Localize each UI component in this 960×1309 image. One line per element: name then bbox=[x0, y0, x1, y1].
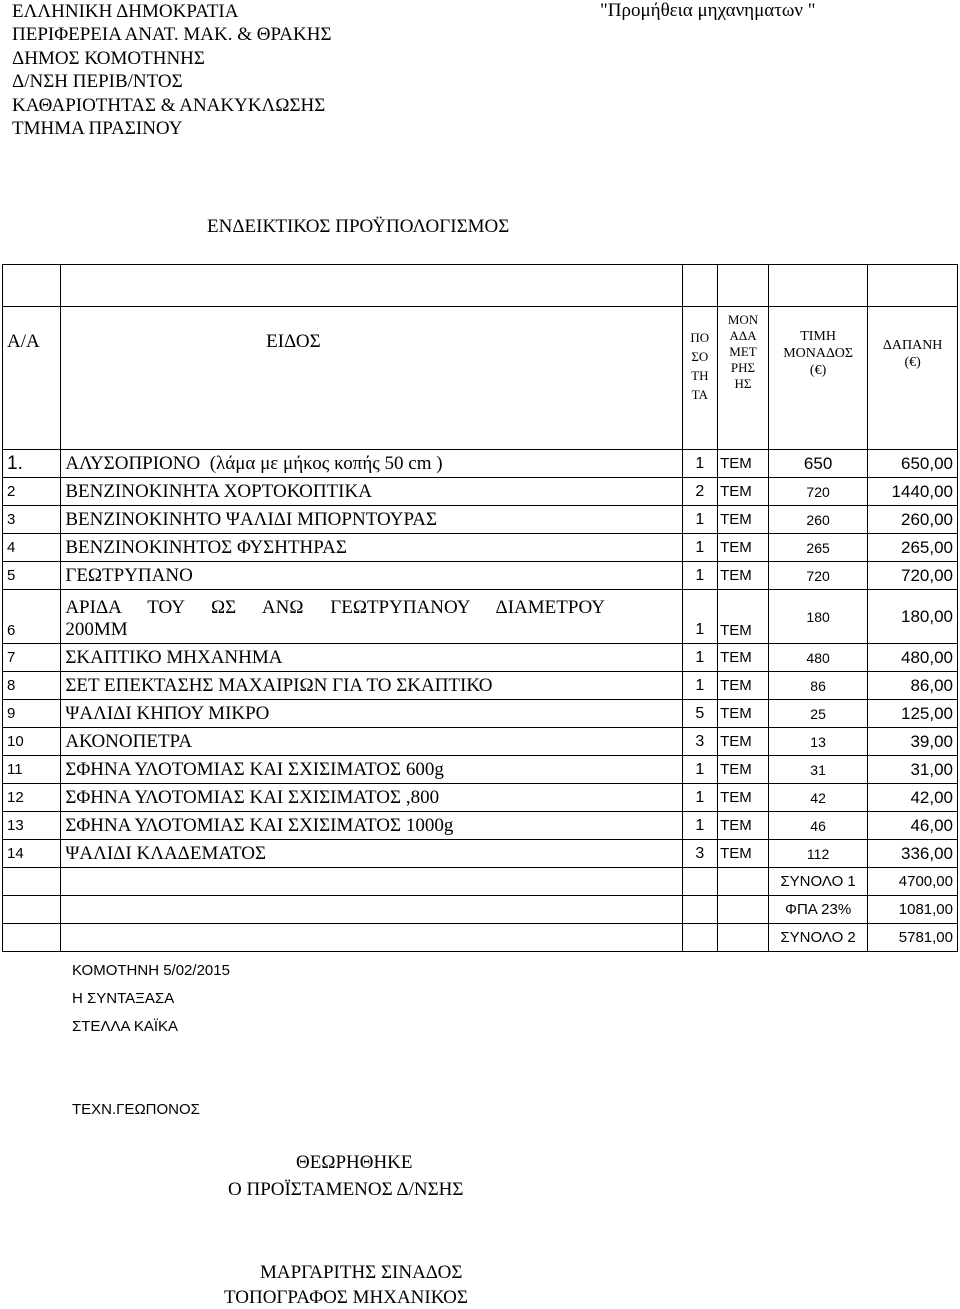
col-header-unit-part: ΜΕΤ bbox=[729, 344, 757, 359]
row-aa: 13 bbox=[3, 812, 61, 840]
row-total: 31,00 bbox=[868, 756, 958, 784]
summary-label: ΣΥΝΟΛΟ 2 bbox=[768, 924, 867, 952]
row-aa: 1. bbox=[3, 450, 61, 478]
row-item-line: 200ΜΜ bbox=[65, 618, 128, 640]
row-item: ΣΚΑΠΤΙΚΟ ΜΗΧΑΝΗΜΑ bbox=[61, 644, 682, 672]
table-row bbox=[3, 478, 958, 506]
header-line: ΔΗΜΟΣ ΚΟΜΟΤΗΝΗΣ bbox=[12, 47, 205, 69]
row-price: 31 bbox=[768, 756, 867, 784]
table-row bbox=[3, 812, 958, 840]
row-price: 42 bbox=[768, 784, 867, 812]
table-row bbox=[3, 672, 958, 700]
row-price: 86 bbox=[768, 672, 867, 700]
document-title: ΕΝΔΕΙΚΤΙΚΟΣ ΠΡΟΫΠΟΛΟΓΙΣΜΟΣ bbox=[207, 216, 510, 237]
table-row bbox=[3, 534, 958, 562]
col-header-total bbox=[868, 307, 958, 450]
row-qty: 3 bbox=[682, 840, 718, 868]
table-spacer-row bbox=[3, 265, 958, 307]
row-aa: 14 bbox=[3, 840, 61, 868]
row-price: 46 bbox=[768, 812, 867, 840]
row-price: 180 bbox=[768, 590, 867, 644]
approver-title: ΤΟΠΟΓΡΑΦΟΣ ΜΗΧΑΝΙΚΟΣ bbox=[224, 1287, 468, 1308]
row-item: ΒΕΝΖΙΝΟΚΙΝΗΤΑ ΧΟΡΤΟΚΟΠΤΙΚΑ bbox=[61, 478, 682, 506]
col-header-qty-part: ΣΟ bbox=[691, 349, 709, 364]
row-aa: 3 bbox=[3, 506, 61, 534]
table-row bbox=[3, 840, 958, 868]
row-qty: 1 bbox=[682, 534, 718, 562]
row-item: ΑΚΟΝΟΠΕΤΡΑ bbox=[61, 728, 682, 756]
row-unit: ΤΕΜ bbox=[718, 756, 769, 784]
row-item: ΓΕΩΤΡΥΠΑΝΟ bbox=[61, 562, 682, 590]
header-line: Δ/ΝΣΗ ΠΕΡΙΒ/ΝΤΟΣ bbox=[12, 71, 183, 93]
row-unit: ΤΕΜ bbox=[718, 700, 769, 728]
row-price: 265 bbox=[768, 534, 867, 562]
col-header-unit-part: ΑΔΑ bbox=[729, 328, 757, 343]
row-total: 46,00 bbox=[868, 812, 958, 840]
col-header-price-part: ΜΟΝΑΔΟΣ bbox=[783, 346, 853, 361]
row-aa: 11 bbox=[3, 756, 61, 784]
col-header-total-part: (€) bbox=[904, 355, 921, 370]
row-price: 13 bbox=[768, 728, 867, 756]
summary-label: ΦΠΑ 23% bbox=[768, 896, 867, 924]
col-header-price-part: (€) bbox=[809, 363, 827, 378]
row-unit: ΤΕΜ bbox=[718, 450, 769, 478]
summary-label: ΣΥΝΟΛΟ 1 bbox=[768, 868, 867, 896]
table-row bbox=[3, 644, 958, 672]
row-qty: 5 bbox=[682, 700, 718, 728]
row-unit: ΤΕΜ bbox=[718, 534, 769, 562]
row-item: ΣΦΗΝΑ ΥΛΟΤΟΜΙΑΣ ΚΑΙ ΣΧΙΣΙΜΑΤΟΣ ,800 bbox=[61, 784, 682, 812]
row-item-line: ΑΡΙΔΑ ΤΟΥ ΩΣ ΑΝΩ ΓΕΩΤΡΥΠΑΝΟΥ ΔΙΑΜΕΤΡΟΥ bbox=[65, 596, 605, 618]
row-unit: ΤΕΜ bbox=[718, 784, 769, 812]
row-unit: ΤΕΜ bbox=[718, 840, 769, 868]
row-aa: 2 bbox=[3, 478, 61, 506]
header-line: ΠΕΡΙΦΕΡΕΙΑ ΑΝΑΤ. ΜΑΚ. & ΘΡΑΚΗΣ bbox=[12, 24, 332, 46]
authority-header bbox=[12, 0, 332, 140]
row-price: 720 bbox=[768, 562, 867, 590]
row-qty: 1 bbox=[682, 672, 718, 700]
author-title: ΤΕΧΝ.ΓΕΩΠΟΝΟΣ bbox=[72, 1101, 200, 1118]
row-item: ΒΕΝΖΙΝΟΚΙΝΗΤΟ ΨΑΛΙΔΙ ΜΠΟΡΝΤΟΥΡΑΣ bbox=[61, 506, 682, 534]
row-total: 480,00 bbox=[868, 644, 958, 672]
row-aa: 12 bbox=[3, 784, 61, 812]
row-aa: 10 bbox=[3, 728, 61, 756]
row-item: ΣΕΤ ΕΠΕΚΤΑΣΗΣ ΜΑΧΑΙΡΙΩΝ ΓΙΑ ΤΟ ΣΚΑΠΤΙΚΟ bbox=[61, 672, 682, 700]
author-role: Η ΣΥΝΤΑΞΑΣΑ bbox=[72, 990, 175, 1007]
col-header-unit bbox=[718, 307, 769, 450]
place-date: ΚΟΜΟΤΗΝΗ 5/02/2015 bbox=[72, 962, 230, 979]
col-header-unit-part: ΡΗΣ bbox=[730, 360, 756, 375]
table-row bbox=[3, 728, 958, 756]
header-line: ΕΛΛΗΝΙΚΗ ΔΗΜΟΚΡΑΤΙΑ bbox=[12, 1, 239, 22]
table-row bbox=[3, 506, 958, 534]
summary-row bbox=[3, 924, 958, 952]
col-header-item: ΕΙΔΟΣ bbox=[61, 307, 682, 450]
table-row bbox=[3, 756, 958, 784]
row-qty: 1 bbox=[682, 590, 718, 644]
row-qty: 1 bbox=[682, 784, 718, 812]
header-line: ΚΑΘΑΡΙΟΤΗΤΑΣ & ΑΝΑΚΥΚΛΩΣΗΣ bbox=[12, 94, 326, 116]
row-aa: 7 bbox=[3, 644, 61, 672]
row-total: 260,00 bbox=[868, 506, 958, 534]
row-unit: ΤΕΜ bbox=[718, 812, 769, 840]
row-unit: ΤΕΜ bbox=[718, 590, 769, 644]
table-header-row bbox=[3, 307, 958, 450]
row-total: 125,00 bbox=[868, 700, 958, 728]
summary-value: 5781,00 bbox=[868, 924, 958, 952]
row-total: 1440,00 bbox=[868, 478, 958, 506]
row-item: ΨΑΛΙΔΙ ΚΛΑΔΕΜΑΤΟΣ bbox=[61, 840, 682, 868]
row-total: 180,00 bbox=[868, 590, 958, 644]
row-price: 650 bbox=[768, 450, 867, 478]
row-qty: 1 bbox=[682, 506, 718, 534]
summary-row bbox=[3, 868, 958, 896]
col-header-unit-part: ΗΣ bbox=[734, 376, 752, 391]
row-price: 25 bbox=[768, 700, 867, 728]
col-header-aa: Α/Α bbox=[3, 307, 61, 450]
row-aa: 6 bbox=[3, 590, 61, 644]
col-header-price-part: ΤΙΜΗ bbox=[800, 329, 836, 344]
row-unit: ΤΕΜ bbox=[718, 644, 769, 672]
row-item bbox=[61, 590, 682, 644]
row-unit: ΤΕΜ bbox=[718, 478, 769, 506]
row-qty: 1 bbox=[682, 644, 718, 672]
row-total: 720,00 bbox=[868, 562, 958, 590]
row-item: ΒΕΝΖΙΝΟΚΙΝΗΤΟΣ ΦΥΣΗΤΗΡΑΣ bbox=[61, 534, 682, 562]
approver-role: Ο ΠΡΟΪΣΤΑΜΕΝΟΣ Δ/ΝΣΗΣ bbox=[228, 1179, 464, 1200]
approver-name: ΜΑΡΓΑΡΙΤΗΣ ΣΙΝΑΔΟΣ bbox=[260, 1262, 463, 1283]
row-aa: 8 bbox=[3, 672, 61, 700]
row-unit: ΤΕΜ bbox=[718, 728, 769, 756]
table-row bbox=[3, 450, 958, 478]
row-qty: 1 bbox=[682, 450, 718, 478]
row-aa: 4 bbox=[3, 534, 61, 562]
col-header-unit-part: ΜΟΝ bbox=[727, 312, 759, 327]
table-row bbox=[3, 784, 958, 812]
table-row bbox=[3, 700, 958, 728]
author-name: ΣΤΕΛΛΑ ΚΑΪΚΑ bbox=[72, 1018, 179, 1035]
row-item: ΨΑΛΙΔΙ ΚΗΠΟΥ ΜΙΚΡΟ bbox=[61, 700, 682, 728]
budget-table bbox=[2, 264, 958, 952]
col-header-qty-part: ΤΑ bbox=[691, 387, 708, 402]
summary-value: 1081,00 bbox=[868, 896, 958, 924]
row-price: 260 bbox=[768, 506, 867, 534]
row-aa: 9 bbox=[3, 700, 61, 728]
row-item: ΣΦΗΝΑ ΥΛΟΤΟΜΙΑΣ ΚΑΙ ΣΧΙΣΙΜΑΤΟΣ 1000g bbox=[61, 812, 682, 840]
col-header-qty bbox=[682, 307, 718, 450]
col-header-qty-part: ΠΟ bbox=[690, 330, 710, 345]
row-total: 650,00 bbox=[868, 450, 958, 478]
row-total: 336,00 bbox=[868, 840, 958, 868]
row-item: ΣΦΗΝΑ ΥΛΟΤΟΜΙΑΣ ΚΑΙ ΣΧΙΣΙΜΑΤΟΣ 600g bbox=[61, 756, 682, 784]
row-price: 112 bbox=[768, 840, 867, 868]
row-total: 42,00 bbox=[868, 784, 958, 812]
row-aa: 5 bbox=[3, 562, 61, 590]
row-unit: ΤΕΜ bbox=[718, 672, 769, 700]
table-row bbox=[3, 562, 958, 590]
row-total: 86,00 bbox=[868, 672, 958, 700]
approved-label: ΘΕΩΡΗΘΗΚΕ bbox=[296, 1152, 413, 1173]
row-unit: ΤΕΜ bbox=[718, 562, 769, 590]
header-line: ΤΜΗΜΑ ΠΡΑΣΙΝΟΥ bbox=[12, 118, 183, 140]
row-qty: 1 bbox=[682, 562, 718, 590]
row-qty: 1 bbox=[682, 812, 718, 840]
row-item: ΑΛΥΣΟΠΡΙΟΝΟ (λάμα με μήκος κοπής 50 cm ) bbox=[61, 450, 682, 478]
col-header-total-part: ΔΑΠΑΝΗ bbox=[882, 338, 943, 353]
row-qty: 3 bbox=[682, 728, 718, 756]
row-total: 39,00 bbox=[868, 728, 958, 756]
row-total: 265,00 bbox=[868, 534, 958, 562]
col-header-qty-part: ΤΗ bbox=[691, 368, 709, 383]
row-qty: 2 bbox=[682, 478, 718, 506]
row-unit: ΤΕΜ bbox=[718, 506, 769, 534]
row-qty: 1 bbox=[682, 756, 718, 784]
summary-row bbox=[3, 896, 958, 924]
col-header-price bbox=[768, 307, 867, 450]
project-title: "Προμήθεια μηχανηματων " bbox=[600, 0, 816, 21]
row-price: 720 bbox=[768, 478, 867, 506]
row-price: 480 bbox=[768, 644, 867, 672]
table-row bbox=[3, 590, 958, 644]
summary-value: 4700,00 bbox=[868, 868, 958, 896]
